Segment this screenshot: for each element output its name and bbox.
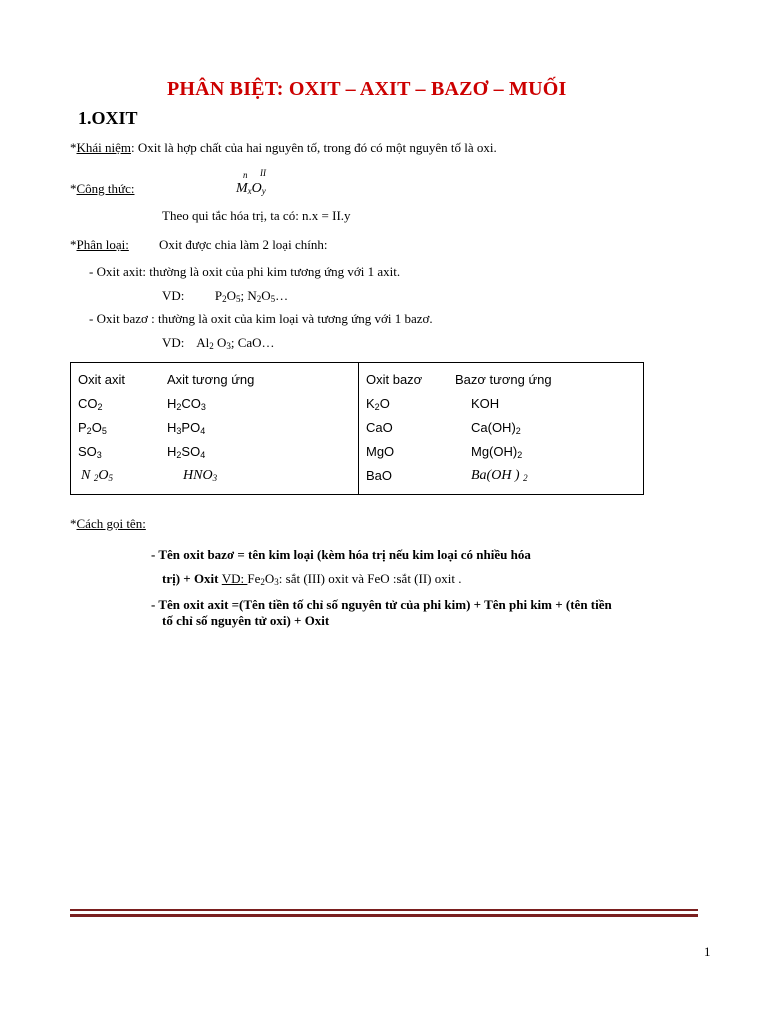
oxide-base-cell: CaO xyxy=(366,420,393,435)
naming-label: Cách gọi tên: xyxy=(76,516,146,531)
oxide-base-cell: BaO xyxy=(366,468,393,483)
acid-cell: $H_2SO_4$ xyxy=(167,444,206,460)
oxide-acid-cell: $SO_3$ xyxy=(78,444,102,460)
formula-label: Công thức: xyxy=(76,181,135,196)
formula-M: M xyxy=(236,181,248,196)
table-header-left xyxy=(71,368,358,392)
naming-rule-1-line-2 xyxy=(162,571,461,587)
base-example-label: VD: xyxy=(162,335,185,350)
formula-y: y xyxy=(261,186,266,196)
naming-prefix: * xyxy=(70,516,77,531)
footer-rule-thick xyxy=(70,914,698,917)
footer-rule-thin xyxy=(70,909,698,911)
header-axit-tuong-ung: Axit tương ứng xyxy=(167,372,255,387)
naming-rule-1-vd: VD: xyxy=(221,571,248,586)
naming-rule-2-line-1: - Tên oxit axit =(Tên tiền tố chỉ số nguyên tử của phi kim) + Tên phi kim + (tên tiền xyxy=(151,597,612,612)
page-title: PHÂN BIỆT: OXIT – AXIT – BAZƠ – MUỐI xyxy=(167,78,567,100)
table-row xyxy=(71,416,358,440)
acid-oxide-definition: - Oxit axit: thường là oxit của phi kim tương ứng với 1 axit. xyxy=(89,264,401,279)
naming-rule-2-line-2: tố chỉ số nguyên tử oxi) + Oxit xyxy=(162,613,330,628)
formula-O: O xyxy=(251,181,262,196)
table-row xyxy=(359,416,643,440)
classification-prefix: * xyxy=(70,237,77,252)
table-row xyxy=(359,440,643,464)
acid-example-label: VD: xyxy=(162,288,185,303)
concept-text: : Oxit là hợp chất của hai nguyên tố, trong đó có một nguyên tố là oxi. xyxy=(131,140,497,155)
base-cell: $Ca(OH)_2$ xyxy=(471,420,521,436)
acid-example-formula: $P_2O_5$; $N_2O_5\dots$ xyxy=(214,288,289,304)
base-example-formula: $Al_2$ $O_3$; CaO… xyxy=(196,335,275,351)
base-cell: Ba(OH ) $_2$ xyxy=(471,468,528,483)
table-header-right xyxy=(359,368,643,392)
valence-rule: Theo qui tắc hóa trị, ta có: n.x = II.y xyxy=(162,208,351,223)
naming-rule-1-tail: trị) + Oxit xyxy=(162,571,222,586)
table-row xyxy=(71,440,358,464)
base-cell: $Mg(OH)_2$ xyxy=(471,444,523,460)
oxide-acid-cell: N $_2O_5$ xyxy=(81,468,113,483)
formula-prefix: * xyxy=(70,181,77,196)
page-number: 1 xyxy=(704,944,711,959)
table-row xyxy=(71,392,358,416)
oxide-base-cell: $K_2O$ xyxy=(366,396,390,412)
classification-line xyxy=(70,237,129,253)
oxide-acid-cell: $CO_2$ xyxy=(78,396,103,412)
base-oxide-example xyxy=(162,335,275,351)
oxide-acid-cell: $P_2O_5$ xyxy=(78,420,107,436)
concept-prefix: * xyxy=(70,140,77,155)
valence-II: II xyxy=(260,168,266,178)
concept-label: Khái niệm xyxy=(76,140,132,155)
header-oxit-bazo: Oxit bazơ xyxy=(366,372,423,387)
naming-line xyxy=(70,516,146,532)
table-row xyxy=(71,464,358,488)
base-oxide-column xyxy=(359,363,644,495)
base-cell: KOH xyxy=(471,396,500,411)
header-oxit-axit: Oxit axit xyxy=(78,372,125,387)
naming-rule-1-example: $Fe_2O_3$: sắt (III) oxit và FeO :sắt (II) oxit . xyxy=(247,571,462,587)
base-oxide-definition: - Oxit bazơ : thường là oxit của kim loại và tương ứng với 1 bazơ. xyxy=(89,311,433,326)
header-bazo-tuong-ung: Bazơ tương ứng xyxy=(455,372,552,387)
acid-oxide-example xyxy=(162,288,288,304)
valence-n: n xyxy=(243,170,248,180)
table-row xyxy=(359,464,643,488)
formula-x: x xyxy=(247,186,252,196)
acid-oxide-column xyxy=(71,363,359,495)
acid-cell: $HNO_3$ xyxy=(183,468,218,483)
acid-cell: $H_2CO_3$ xyxy=(167,396,206,412)
naming-rule-1-line-1: - Tên oxit bazơ = tên kim loại (kèm hóa trị nếu kim loại có nhiều hóa xyxy=(151,547,531,562)
oxide-base-cell: MgO xyxy=(366,444,395,459)
formula-label-line xyxy=(70,181,134,197)
general-formula xyxy=(236,181,266,197)
concept-line xyxy=(70,140,497,156)
acid-cell: $H_3PO_4$ xyxy=(167,420,206,436)
oxide-table xyxy=(70,362,644,495)
table-row xyxy=(359,392,643,416)
classification-label: Phân loại: xyxy=(76,237,129,252)
classification-text: Oxit được chia làm 2 loại chính: xyxy=(159,237,328,252)
section-heading: 1.OXIT xyxy=(78,108,138,128)
